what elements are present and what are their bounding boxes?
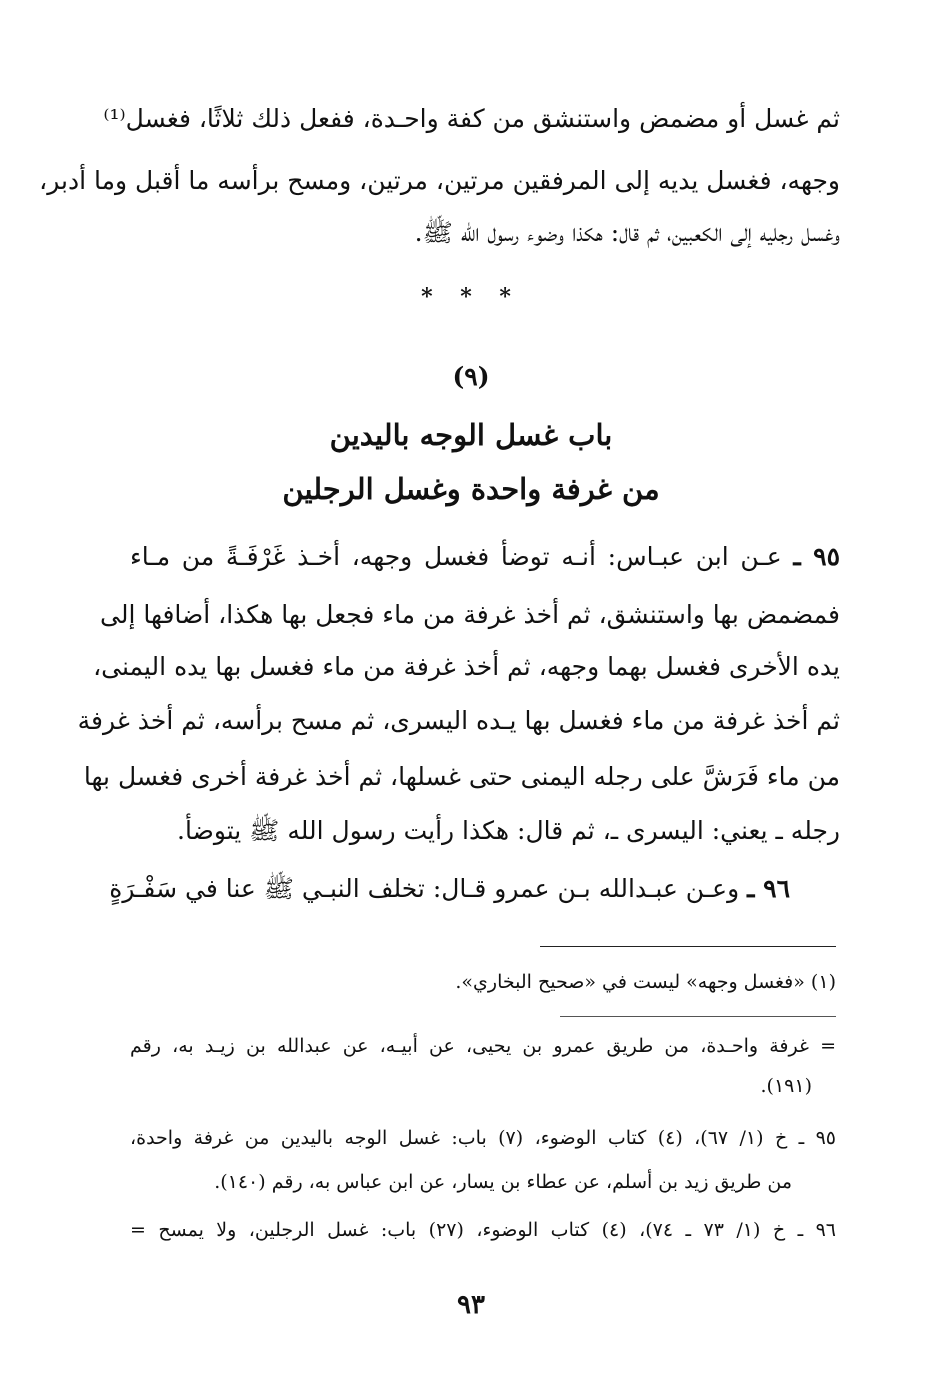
section-separator: * * * — [421, 284, 521, 310]
footnote-divider — [560, 1016, 836, 1017]
chapter-title-line2: من غرفة واحدة وغسل الرجلين — [282, 472, 660, 506]
chapter-title-line1: باب غسل الوجه باليدين — [329, 418, 613, 452]
hadith-95-line: رجله ـ يعني: اليسرى ـ، ثم قال: هكذا رأيت رسول الله ﷺ يتوضأ. — [177, 816, 840, 845]
hadith-95-line: يده الأخرى فغسل بهما وجهه، ثم أخذ غرفة من ماء فغسل بها يده اليمنى، — [93, 652, 840, 681]
footnote-ref-96: ٩٦ ـ خ (١/ ٧٣ ـ ٧٤)، (٤) كتاب الوضوء، (٢٧) باب: غسل الرجلين، ولا يمسح = — [130, 1219, 837, 1241]
hadith-95-line: فمضمض بها واستنشق، ثم أخذ غرفة من ماء فجعل بها هكذا، أضافها إلى — [99, 600, 840, 629]
footnote-continuation: = غرفة واحـدة، من طريق عمرو بن يحيى، عن أبيـه، عن عبدالله بن زيـد به، رقم — [130, 1035, 836, 1057]
paragraph-line: وغسل رجليه إلى الكعبين، ثم قال: هكذا وضوء رسول الله ﷺ. — [414, 218, 840, 247]
hadith-96-number: ٩٦ ـ — [747, 874, 790, 903]
hadith-95-line: من ماء فَرَشَّ على رجله اليمنى حتى غسلها، ثم أخذ غرفة أخرى فغسل بها — [83, 762, 840, 791]
hadith-95-line — [130, 540, 840, 574]
footnote-1: (١) «فغسل وجهه» ليست في «صحيح البخاري». — [455, 971, 836, 993]
hadith-95-text: عـن ابن عبـاس: أنـه توضأ فغسل وجهه، أخـذ غَرْفَـةً من مـاء — [130, 542, 782, 571]
hadith-95-number: ٩٥ ـ — [793, 542, 841, 571]
chapter-number: (٩) — [452, 362, 490, 391]
hadith-96-line — [109, 872, 790, 906]
footnote-ref-95: من طريق زيد بن أسلم، عن عطاء بن يسار، عن ابن عباس به، رقم (١٤٠). — [214, 1171, 792, 1193]
paragraph-line: وجهه، فغسل يديه إلى المرفقين مرتين، مرتين، ومسح برأسه ما أقبل وما أدبر، — [39, 166, 840, 195]
footnote-ref-95: ٩٥ ـ خ (١/ ٦٧)، (٤) كتاب الوضوء، (٧) باب: غسل الوجه باليدين من غرفة واحدة، — [130, 1127, 836, 1149]
hadith-96-text: وعـن عبـدالله بـن عمرو قـال: تخلف النبـي ﷺ عنا في سَفْـرَةٍ — [109, 874, 740, 903]
footnote-rule — [540, 946, 836, 947]
footnote-continuation: (١٩١). — [760, 1075, 812, 1097]
page-number: ٩٣ — [457, 1290, 485, 1320]
hadith-95-line: ثم أخذ غرفة من ماء فغسل بها يـده اليسرى، ثم مسح برأسه، ثم أخذ غرفة — [77, 706, 840, 735]
paragraph-line: ثم غسل أو مضمض واستنشق من كفة واحـدة، ففعل ذلك ثلاثًا، فغسل⁽¹⁾ — [103, 104, 840, 133]
